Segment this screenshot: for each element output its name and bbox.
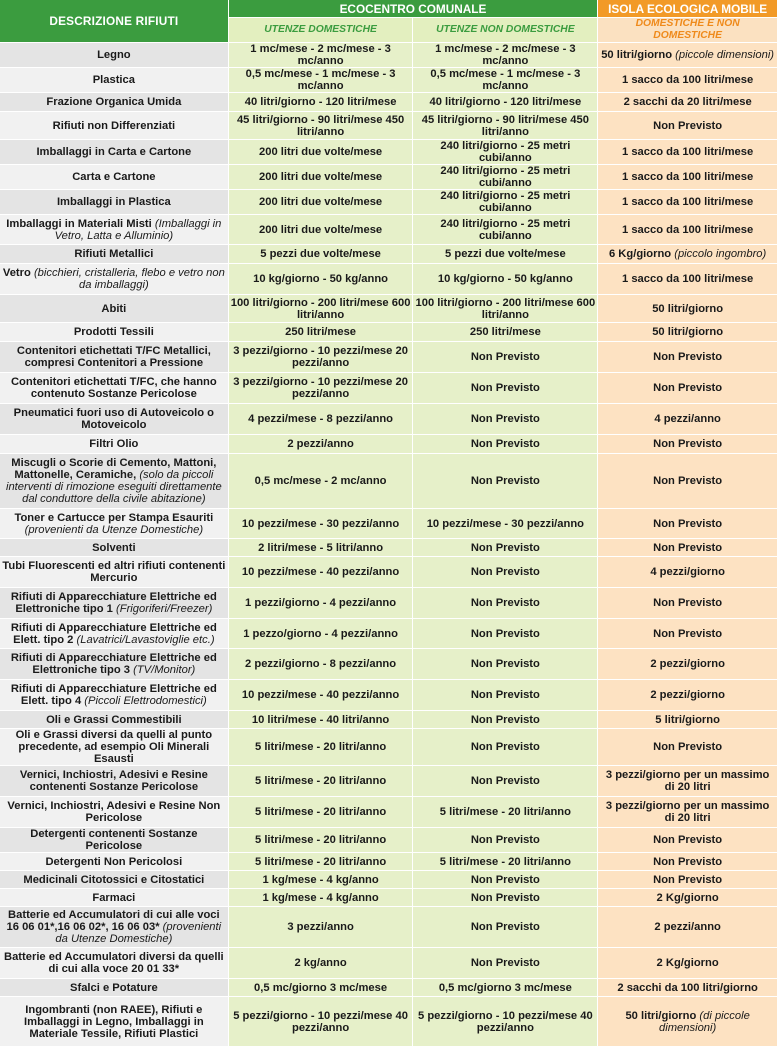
table-row — [0, 140, 778, 165]
waste-name: Detergenti Non Pericolosi — [45, 855, 183, 868]
limit-value: 6 Kg/giorno — [608, 248, 672, 260]
waste-name: Rifiuti Metallici — [74, 248, 154, 260]
limit-value: 50 litri/giorno — [652, 302, 724, 315]
limit-isola-mobile — [598, 588, 778, 619]
limit-utenze-non-domestiche: 45 litri/giorno - 90 litri/mese 450 litri/anno — [413, 112, 598, 140]
limit-utenze-domestiche: 0,5 mc/mese - 1 mc/mese - 3 mc/anno — [228, 68, 413, 93]
waste-description — [0, 165, 228, 190]
limit-utenze-non-domestiche: Non Previsto — [413, 766, 598, 797]
limit-value: 1 sacco da 100 litri/mese — [622, 196, 754, 208]
limit-value: 1 sacco da 100 litri/mese — [622, 146, 754, 158]
limit-utenze-non-domestiche: 240 litri/giorno - 25 metri cubi/anno — [413, 190, 598, 215]
limit-utenze-domestiche: 3 pezzi/anno — [228, 907, 413, 948]
waste-description — [0, 373, 228, 404]
limit-isola-mobile — [598, 871, 778, 889]
limit-isola-mobile — [598, 342, 778, 373]
limit-utenze-non-domestiche: Non Previsto — [413, 557, 598, 588]
limit-utenze-non-domestiche: Non Previsto — [413, 454, 598, 509]
waste-name: Farmaci — [92, 891, 136, 904]
waste-note: (Piccoli Elettrodomestici) — [84, 695, 207, 707]
limit-value: Non Previsto — [653, 873, 723, 886]
limit-utenze-non-domestiche: 5 litri/mese - 20 litri/anno — [413, 797, 598, 828]
waste-name: Imballaggi in Plastica — [56, 196, 171, 208]
limit-isola-mobile — [598, 766, 778, 797]
waste-name: Legno — [97, 49, 131, 61]
limit-utenze-domestiche: 1 kg/mese - 4 kg/anno — [228, 889, 413, 907]
limit-utenze-non-domestiche: Non Previsto — [413, 588, 598, 619]
subheader-utenze-domestiche: UTENZE DOMESTICHE — [228, 18, 413, 43]
waste-name: Tubi Fluorescenti ed altri rifiuti contenenti Mercurio — [2, 560, 226, 584]
waste-name: Rifiuti di Apparecchiature Elettriche ed Elettroniche tipo 3 — [10, 652, 217, 676]
limit-value: 2 pezzi/giorno — [650, 689, 725, 701]
limit-utenze-non-domestiche: Non Previsto — [413, 871, 598, 889]
limit-utenze-non-domestiche: 0,5 mc/giorno 3 mc/mese — [413, 979, 598, 997]
table-row — [0, 871, 778, 889]
waste-description — [0, 342, 228, 373]
waste-description — [0, 729, 228, 766]
limit-utenze-domestiche: 5 pezzi/giorno - 10 pezzi/mese 40 pezzi/anno — [228, 997, 413, 1047]
waste-description — [0, 93, 228, 112]
table-row — [0, 948, 778, 979]
limit-isola-mobile — [598, 264, 778, 295]
waste-description — [0, 853, 228, 871]
limit-utenze-non-domestiche: Non Previsto — [413, 342, 598, 373]
limit-utenze-non-domestiche: Non Previsto — [413, 889, 598, 907]
limit-value: Non Previsto — [653, 741, 723, 753]
limit-isola-mobile — [598, 979, 778, 997]
limit-utenze-domestiche: 10 pezzi/mese - 40 pezzi/anno — [228, 557, 413, 588]
waste-note: (Lavatrici/Lavastoviglie etc.) — [76, 633, 215, 646]
limit-isola-mobile — [598, 711, 778, 729]
waste-name: Vetro — [2, 267, 31, 279]
limit-utenze-domestiche: 200 litri due volte/mese — [228, 215, 413, 245]
waste-description — [0, 588, 228, 619]
waste-description — [0, 404, 228, 435]
waste-name: Rifiuti di Apparecchiature Elettriche ed Elett. tipo 2 — [10, 621, 217, 646]
limit-value: Non Previsto — [653, 351, 723, 363]
limit-utenze-domestiche: 1 pezzo/giorno - 4 pezzi/anno — [228, 619, 413, 649]
waste-name: Sfalci e Potature — [70, 981, 158, 994]
limit-isola-mobile — [598, 948, 778, 979]
waste-description — [0, 907, 228, 948]
waste-description — [0, 649, 228, 680]
waste-name: Filtri Olio — [89, 438, 139, 450]
table-row — [0, 454, 778, 509]
table-row — [0, 43, 778, 68]
limit-utenze-domestiche: 2 pezzi/giorno - 8 pezzi/anno — [228, 649, 413, 680]
header-description: DESCRIZIONE RIFIUTI — [0, 0, 228, 43]
table-row — [0, 190, 778, 215]
limit-utenze-domestiche: 1 mc/mese - 2 mc/mese - 3 mc/anno — [228, 43, 413, 68]
waste-note: (solo da piccoli interventi di rimozione eseguiti direttamente dal conduttore della civile abitazione) — [5, 469, 222, 505]
waste-description — [0, 43, 228, 68]
limit-value: 2 sacchi da 100 litri/giorno — [617, 981, 758, 994]
table-row — [0, 165, 778, 190]
table-row — [0, 711, 778, 729]
waste-name: Batterie ed Accumulatori diversi da quelli di cui alla voce 20 01 33* — [4, 951, 224, 975]
waste-description — [0, 140, 228, 165]
waste-name: Imballaggi in Materiali Misti — [6, 217, 152, 230]
subheader-domestiche-non-domestiche: DOMESTICHE E NON DOMESTICHE — [598, 18, 778, 43]
table-row — [0, 979, 778, 997]
limit-value: 2 Kg/giorno — [656, 957, 719, 969]
limit-value: Non Previsto — [653, 627, 723, 640]
limit-value: 4 pezzi/giorno — [650, 566, 725, 578]
waste-description — [0, 680, 228, 711]
limit-note: (piccolo ingombro) — [674, 248, 767, 260]
waste-note: (Imballaggi in Vetro, Latta e Alluminio) — [54, 217, 222, 242]
limit-utenze-non-domestiche: Non Previsto — [413, 373, 598, 404]
limit-value: Non Previsto — [653, 597, 723, 609]
table-row — [0, 245, 778, 264]
limit-utenze-domestiche: 1 pezzi/giorno - 4 pezzi/anno — [228, 588, 413, 619]
limit-isola-mobile — [598, 619, 778, 649]
limit-value: 5 litri/giorno — [655, 713, 720, 726]
limit-utenze-domestiche: 3 pezzi/giorno - 10 pezzi/mese 20 pezzi/anno — [228, 342, 413, 373]
limit-utenze-domestiche: 200 litri due volte/mese — [228, 140, 413, 165]
table-row — [0, 997, 778, 1047]
limit-value: 2 Kg/giorno — [656, 891, 719, 904]
subheader-utenze-non-domestiche: UTENZE NON DOMESTICHE — [413, 18, 598, 43]
table-row — [0, 93, 778, 112]
limit-isola-mobile — [598, 43, 778, 68]
limit-isola-mobile — [598, 190, 778, 215]
table-row — [0, 509, 778, 539]
limit-value: Non Previsto — [653, 855, 723, 868]
limit-isola-mobile — [598, 373, 778, 404]
waste-name: Contenitori etichettati T/FC, che hanno contenuto Sostanze Pericolose — [10, 376, 217, 400]
limit-utenze-non-domestiche: Non Previsto — [413, 680, 598, 711]
limit-value: 50 litri/giorno — [625, 1009, 697, 1022]
limit-isola-mobile — [598, 165, 778, 190]
table-row — [0, 112, 778, 140]
waste-description — [0, 323, 228, 342]
waste-description — [0, 295, 228, 323]
waste-name: Rifiuti di Apparecchiature Elettriche ed Elett. tipo 4 — [10, 683, 217, 707]
limit-utenze-domestiche: 0,5 mc/mese - 2 mc/anno — [228, 454, 413, 509]
limit-isola-mobile — [598, 112, 778, 140]
limit-utenze-domestiche: 2 litri/mese - 5 litri/anno — [228, 539, 413, 557]
table-row — [0, 323, 778, 342]
limit-value: 1 sacco da 100 litri/mese — [622, 223, 754, 236]
limit-isola-mobile — [598, 539, 778, 557]
waste-name: Plastica — [92, 74, 135, 86]
waste-name: Prodotti Tessili — [73, 326, 154, 338]
waste-description — [0, 435, 228, 454]
waste-description — [0, 454, 228, 509]
limit-utenze-non-domestiche: Non Previsto — [413, 649, 598, 680]
waste-description — [0, 871, 228, 889]
table-row — [0, 649, 778, 680]
waste-name: Rifiuti non Differenziati — [52, 119, 176, 132]
limit-utenze-domestiche: 5 litri/mese - 20 litri/anno — [228, 729, 413, 766]
limit-value: Non Previsto — [653, 541, 723, 554]
waste-name: Imballaggi in Carta e Cartone — [36, 146, 192, 158]
limit-value: Non Previsto — [653, 382, 723, 394]
waste-description — [0, 766, 228, 797]
waste-description — [0, 539, 228, 557]
limit-value: Non Previsto — [653, 517, 723, 530]
waste-name: Medicinali Citotossici e Citostatici — [23, 873, 205, 886]
limit-isola-mobile — [598, 853, 778, 871]
limit-utenze-non-domestiche: Non Previsto — [413, 404, 598, 435]
table-row — [0, 766, 778, 797]
waste-name: Batterie ed Accumulatori di cui alle voci 16 06 01*,16 06 02*, 16 06 03* — [6, 909, 220, 933]
waste-note: (TV/Monitor) — [133, 664, 196, 676]
waste-name: Carta e Cartone — [72, 171, 156, 183]
waste-description — [0, 264, 228, 295]
limit-utenze-non-domestiche: 10 kg/giorno - 50 kg/anno — [413, 264, 598, 295]
limit-utenze-domestiche: 40 litri/giorno - 120 litri/mese — [228, 93, 413, 112]
limit-utenze-non-domestiche: 250 litri/mese — [413, 323, 598, 342]
limit-isola-mobile — [598, 245, 778, 264]
waste-name: Frazione Organica Umida — [46, 96, 182, 108]
limit-value: 1 sacco da 100 litri/mese — [622, 74, 754, 86]
limit-utenze-non-domestiche: Non Previsto — [413, 435, 598, 454]
limit-utenze-domestiche: 10 kg/giorno - 50 kg/anno — [228, 264, 413, 295]
limit-value: 4 pezzi/anno — [654, 413, 721, 425]
header-isola-mobile: ISOLA ECOLOGICA MOBILE — [598, 0, 778, 18]
limit-isola-mobile — [598, 729, 778, 766]
table-row — [0, 680, 778, 711]
waste-description — [0, 711, 228, 729]
waste-description — [0, 619, 228, 649]
limit-utenze-non-domestiche: Non Previsto — [413, 948, 598, 979]
limit-isola-mobile — [598, 435, 778, 454]
limit-isola-mobile — [598, 557, 778, 588]
limit-utenze-domestiche: 10 pezzi/mese - 30 pezzi/anno — [228, 509, 413, 539]
limit-utenze-non-domestiche: Non Previsto — [413, 711, 598, 729]
limit-utenze-non-domestiche: 5 pezzi/giorno - 10 pezzi/mese 40 pezzi/anno — [413, 997, 598, 1047]
limit-utenze-non-domestiche: 5 pezzi due volte/mese — [413, 245, 598, 264]
limit-isola-mobile — [598, 889, 778, 907]
limit-utenze-non-domestiche: 240 litri/giorno - 25 metri cubi/anno — [413, 140, 598, 165]
limit-utenze-domestiche: 10 pezzi/mese - 40 pezzi/anno — [228, 680, 413, 711]
waste-name: Contenitori etichettati T/FC Metallici, compresi Contenitori a Pressione — [16, 345, 211, 369]
limit-utenze-non-domestiche: 10 pezzi/mese - 30 pezzi/anno — [413, 509, 598, 539]
table-row — [0, 539, 778, 557]
limit-isola-mobile — [598, 140, 778, 165]
limit-utenze-domestiche: 0,5 mc/giorno 3 mc/mese — [228, 979, 413, 997]
waste-name: Toner e Cartucce per Stampa Esauriti — [14, 511, 214, 524]
waste-note: (provenienti da Utenze Domestiche) — [24, 523, 204, 536]
limit-value: 3 pezzi/giorno per un massimo di 20 litri — [605, 769, 770, 793]
limit-isola-mobile — [598, 997, 778, 1047]
limit-utenze-domestiche: 1 kg/mese - 4 kg/anno — [228, 871, 413, 889]
table-row — [0, 264, 778, 295]
header-ecocentro: ECOCENTRO COMUNALE — [228, 0, 598, 18]
limit-value: 3 pezzi/giorno per un massimo di 20 litri — [605, 800, 770, 824]
limit-utenze-domestiche: 10 litri/mese - 40 litri/anno — [228, 711, 413, 729]
limit-value: 2 pezzi/giorno — [650, 658, 725, 670]
limit-note: (di piccole dimensioni) — [659, 1009, 750, 1034]
limit-utenze-non-domestiche: 40 litri/giorno - 120 litri/mese — [413, 93, 598, 112]
table-row — [0, 889, 778, 907]
waste-description — [0, 797, 228, 828]
limit-value: Non Previsto — [653, 834, 723, 846]
waste-description — [0, 215, 228, 245]
waste-description — [0, 68, 228, 93]
waste-name: Oli e Grassi Commestibili — [46, 713, 182, 726]
table-row — [0, 68, 778, 93]
waste-description — [0, 889, 228, 907]
table-row — [0, 729, 778, 766]
waste-name: Detergenti contenenti Sostanze Pericolose — [30, 828, 198, 852]
limit-utenze-non-domestiche: Non Previsto — [413, 619, 598, 649]
waste-description — [0, 997, 228, 1047]
limit-value: 1 sacco da 100 litri/mese — [622, 273, 754, 285]
table-row — [0, 342, 778, 373]
limit-utenze-non-domestiche: 100 litri/giorno - 200 litri/mese 600 litri/anno — [413, 295, 598, 323]
waste-description — [0, 190, 228, 215]
table-row — [0, 295, 778, 323]
limit-value: Non Previsto — [653, 438, 723, 450]
waste-description — [0, 509, 228, 539]
limit-utenze-non-domestiche: Non Previsto — [413, 539, 598, 557]
limit-isola-mobile — [598, 828, 778, 853]
table-row — [0, 404, 778, 435]
limit-utenze-non-domestiche: Non Previsto — [413, 828, 598, 853]
table-row — [0, 907, 778, 948]
limit-utenze-non-domestiche: 240 litri/giorno - 25 metri cubi/anno — [413, 215, 598, 245]
table-row — [0, 797, 778, 828]
waste-name: Pneumatici fuori uso di Autoveicolo o Motoveicolo — [13, 407, 215, 431]
limit-utenze-domestiche: 100 litri/giorno - 200 litri/mese 600 litri/anno — [228, 295, 413, 323]
limit-isola-mobile — [598, 907, 778, 948]
limit-utenze-domestiche: 200 litri due volte/mese — [228, 165, 413, 190]
table-row — [0, 215, 778, 245]
limit-utenze-domestiche: 5 pezzi due volte/mese — [228, 245, 413, 264]
limit-isola-mobile — [598, 649, 778, 680]
limit-utenze-non-domestiche: 240 litri/giorno - 25 metri cubi/anno — [413, 165, 598, 190]
limit-utenze-non-domestiche: 5 litri/mese - 20 litri/anno — [413, 853, 598, 871]
limit-utenze-domestiche: 3 pezzi/giorno - 10 pezzi/mese 20 pezzi/anno — [228, 373, 413, 404]
waste-description — [0, 245, 228, 264]
table-row — [0, 588, 778, 619]
waste-note: (bicchieri, cristalleria, flebo e vetro non da imballaggi) — [33, 267, 225, 291]
limit-utenze-domestiche: 5 litri/mese - 20 litri/anno — [228, 853, 413, 871]
limit-isola-mobile — [598, 93, 778, 112]
limit-utenze-non-domestiche: 0,5 mc/mese - 1 mc/mese - 3 mc/anno — [413, 68, 598, 93]
limit-utenze-domestiche: 200 litri due volte/mese — [228, 190, 413, 215]
limit-utenze-domestiche: 5 litri/mese - 20 litri/anno — [228, 797, 413, 828]
table-row — [0, 853, 778, 871]
table-row — [0, 435, 778, 454]
waste-description — [0, 557, 228, 588]
limit-isola-mobile — [598, 323, 778, 342]
waste-description — [0, 828, 228, 853]
table-row — [0, 373, 778, 404]
limit-isola-mobile — [598, 509, 778, 539]
waste-description — [0, 979, 228, 997]
waste-name: Vernici, Inchiostri, Adesivi e Resine contenenti Sostanze Pericolose — [19, 769, 208, 793]
limit-value: 50 litri/giorno — [652, 326, 724, 338]
limit-utenze-domestiche: 250 litri/mese — [228, 323, 413, 342]
waste-name: Rifiuti di Apparecchiature Elettriche ed Elettroniche tipo 1 — [10, 591, 217, 615]
limit-utenze-domestiche: 2 pezzi/anno — [228, 435, 413, 454]
limit-utenze-non-domestiche: Non Previsto — [413, 729, 598, 766]
table-row — [0, 619, 778, 649]
limit-isola-mobile — [598, 680, 778, 711]
limit-isola-mobile — [598, 295, 778, 323]
table-row — [0, 828, 778, 853]
limit-isola-mobile — [598, 797, 778, 828]
limit-isola-mobile — [598, 68, 778, 93]
limit-value: 50 litri/giorno — [601, 49, 673, 61]
limit-isola-mobile — [598, 215, 778, 245]
waste-description — [0, 112, 228, 140]
limit-value: 2 sacchi da 20 litri/mese — [623, 96, 752, 108]
limit-value: 2 pezzi/anno — [654, 921, 721, 933]
limit-value: 1 sacco da 100 litri/mese — [622, 171, 754, 183]
waste-note: (Frigoriferi/Freezer) — [116, 603, 213, 615]
table-body — [0, 43, 778, 1047]
limit-utenze-non-domestiche: 1 mc/mese - 2 mc/mese - 3 mc/anno — [413, 43, 598, 68]
table-row — [0, 557, 778, 588]
waste-name: Vernici, Inchiostri, Adesivi e Resine Non Pericolose — [7, 800, 221, 824]
waste-name: Abiti — [101, 302, 127, 315]
waste-name: Solventi — [92, 541, 136, 554]
waste-name: Miscugli o Scorie di Cemento, Mattoni, Mattonelle, Ceramiche, — [11, 457, 217, 481]
waste-note: (provenienti da Utenze Domestiche) — [55, 921, 222, 945]
limit-utenze-domestiche: 4 pezzi/mese - 8 pezzi/anno — [228, 404, 413, 435]
waste-name: Oli e Grassi diversi da quelli al punto precedente, ad esempio Oli Minerali Esausti — [15, 729, 213, 765]
limit-note: (piccole dimensioni) — [675, 49, 775, 61]
limit-utenze-domestiche: 2 kg/anno — [228, 948, 413, 979]
waste-name: Ingombranti (non RAEE), Rifiuti e Imballaggi in Legno, Imballaggi in Materiale Tessile, Rifiuti Plastici — [24, 1003, 204, 1040]
waste-description — [0, 948, 228, 979]
limit-utenze-domestiche: 5 litri/mese - 20 litri/anno — [228, 766, 413, 797]
limit-value: Non Previsto — [653, 119, 723, 132]
limit-utenze-domestiche: 5 litri/mese - 20 litri/anno — [228, 828, 413, 853]
limit-value: Non Previsto — [653, 475, 723, 487]
limit-utenze-domestiche: 45 litri/giorno - 90 litri/mese 450 litri/anno — [228, 112, 413, 140]
limit-utenze-non-domestiche: Non Previsto — [413, 907, 598, 948]
limit-isola-mobile — [598, 454, 778, 509]
limit-isola-mobile — [598, 404, 778, 435]
